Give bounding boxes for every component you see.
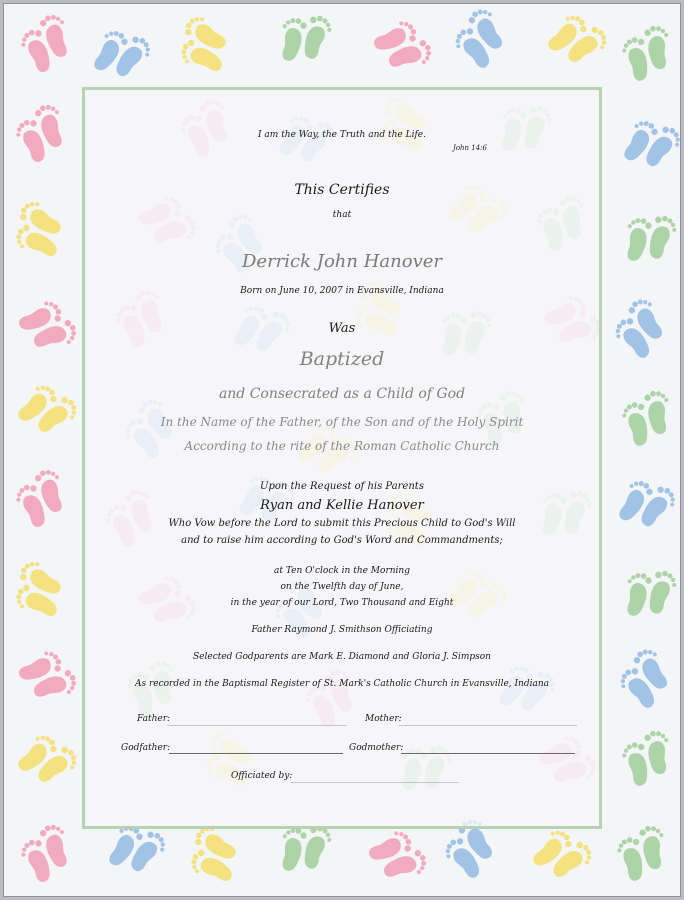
footprint-pair	[365, 825, 430, 888]
vow-line-1: Who Vow before the Lord to submit this Precious Child to God's Will	[168, 518, 516, 529]
footprint-pair	[614, 824, 670, 883]
footprint-pair	[15, 295, 80, 358]
footprint-pair	[10, 101, 73, 166]
footprint-pair	[619, 389, 675, 448]
godparents-text: Selected Godparents are Mark E. Diamond and Gloria J. Simpson	[193, 652, 491, 662]
father-label: Father:	[137, 714, 171, 724]
verse: I am the Way, the Truth and the Life.	[258, 130, 426, 140]
mother-signature-line[interactable]	[399, 725, 577, 726]
footprint-pair	[169, 12, 238, 80]
officiant-text: Father Raymond J. Smithson Officiating	[251, 625, 433, 635]
request-text: Upon the Request of his Parents	[260, 481, 424, 492]
footprint-pair	[179, 822, 248, 890]
certifies-heading: This Certifies	[294, 182, 390, 198]
mother-label: Mother:	[365, 714, 402, 724]
footprint-pair	[86, 19, 155, 89]
footprint-pair	[15, 645, 80, 708]
footprint-pair	[11, 375, 82, 445]
footprint-pair	[611, 469, 680, 539]
footprint-pair	[15, 821, 78, 886]
footprint-pair	[619, 24, 675, 83]
time-line-1: at Ten O'clock in the Morning	[274, 566, 410, 576]
rite-text: According to the rite of the Roman Catholic Church	[184, 439, 500, 453]
baptized-text: Baptized	[299, 348, 385, 370]
register-text: As recorded in the Baptismal Register of St. Mark's Catholic Church in Evansville, Indiana	[134, 679, 550, 689]
godmother-signature-line[interactable]	[401, 753, 575, 754]
footprint-pair	[606, 294, 675, 364]
consecrated-text: and Consecrated as a Child of God	[218, 386, 466, 402]
footprint-pair	[619, 207, 679, 270]
footprint-pair	[370, 15, 435, 78]
that-text: that	[332, 210, 352, 220]
parents-names: Ryan and Kellie Hanover	[260, 498, 424, 513]
footprint-pair	[611, 644, 680, 714]
vow-line-2: and to raise him according to God's Word and Commandments;	[181, 535, 503, 546]
verse-reference: John 14:6	[453, 144, 487, 152]
time-line-2: on the Twelfth day of June,	[280, 582, 404, 592]
footprint-pair	[4, 197, 73, 265]
footprint-pair	[11, 725, 82, 795]
godfather-label: Godfather:	[121, 743, 171, 753]
footprint-pair	[10, 466, 73, 531]
child-name: Derrick John Hanover	[241, 251, 442, 272]
trinity-text: In the Name of the Father, of the Son and of the Holy Spirit	[160, 415, 524, 429]
footprint-pair	[616, 109, 684, 179]
footprint-pair	[619, 562, 679, 625]
footprint-pair	[526, 820, 597, 890]
footprint-pair	[4, 557, 73, 625]
birth-info: Born on June 10, 2007 in Evansville, Indiana	[240, 286, 444, 296]
was-text: Was	[328, 321, 356, 336]
father-signature-line[interactable]	[167, 725, 347, 726]
officiated-label: Officiated by:	[231, 771, 293, 781]
godmother-label: Godmother:	[349, 743, 404, 753]
time-line-3: in the year of our Lord, Two Thousand and Eight	[230, 598, 454, 608]
godfather-signature-line[interactable]	[169, 753, 343, 754]
officiated-signature-line[interactable]	[291, 782, 459, 783]
footprint-pair	[274, 7, 334, 70]
footprint-pair	[619, 729, 675, 788]
footprint-pair	[15, 11, 78, 76]
footprint-pair	[446, 4, 515, 74]
footprint-pair	[541, 5, 612, 75]
